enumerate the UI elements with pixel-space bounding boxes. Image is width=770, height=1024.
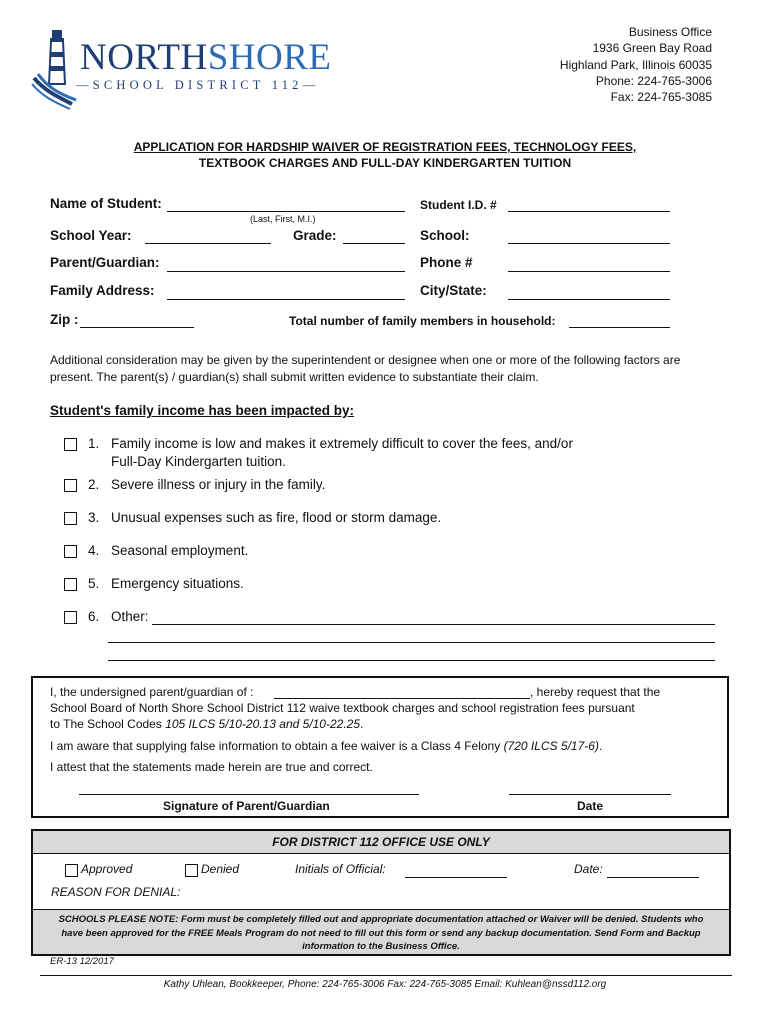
paragraph-line-2: present. The parent(s) / guardian(s) shall submit written evidence to substantiate their claim. [50,369,539,384]
initials-label: Initials of Official: [295,862,386,876]
form-code: ER-13 12/2017 [50,956,114,967]
grade-label: Grade: [293,228,337,243]
paragraph-line-1: Additional consideration may be given by the superintendent or designee when one or more of the following factors are [50,353,681,367]
family-address-label: Family Address: [50,283,155,298]
household-members-field[interactable] [569,327,670,328]
factor-1-number: 1. [88,436,100,451]
factor-6-text: Other: [111,609,149,624]
factor-5-number: 5. [88,576,100,591]
other-line-3[interactable] [108,660,715,661]
street-address: 1936 Green Bay Road [592,41,712,56]
phone-label: Phone # [420,255,473,270]
factor-2-number: 2. [88,477,100,492]
declaration-line-3: to The School Codes 105 ILCS 5/10-20.13 and 5/10-22.25. [50,717,364,731]
note-line-2: have been approved for the FREE Meals Program do not need to fill out this form or send any backup documentation. Send Form and Backup [61,927,701,939]
zip-label: Zip : [50,312,79,327]
office-use-heading: FOR DISTRICT 112 OFFICE USE ONLY [33,831,729,854]
business-office-address [560,24,712,105]
factor-4-number: 4. [88,543,100,558]
declaration-line-5: I attest that the statements made herein are true and correct. [50,760,373,774]
note-line-3: information to the Business Office. [302,941,460,952]
denial-reason-label: REASON FOR DENIAL: [51,885,181,899]
school-year-label: School Year: [50,228,132,243]
approved-checkbox[interactable] [65,864,78,877]
schools-note [33,909,729,954]
factor-5-text: Emergency situations. [111,576,244,591]
child-name-field[interactable] [274,698,530,699]
factor-6-number: 6. [88,609,100,624]
lighthouse-icon [30,26,78,110]
student-id-field[interactable] [508,211,670,212]
other-line-2[interactable] [108,642,715,643]
factor-3-number: 3. [88,510,100,525]
factor-6-checkbox[interactable] [64,611,77,624]
student-name-hint: (Last, First, M.I.) [250,214,316,224]
declaration-line-1b: , hereby request that the [530,685,661,699]
initials-field[interactable] [405,877,507,878]
form-title [0,140,770,171]
office-fax: Fax: 224-765-3085 [610,90,712,105]
parent-guardian-field[interactable] [167,271,405,272]
factor-4-checkbox[interactable] [64,545,77,558]
household-members-label: Total number of family members in household: [289,314,556,328]
title-line-2: TEXTBOOK CHARGES AND FULL-DAY KINDERGARTEN TUITION [198,155,572,170]
other-line-1[interactable] [152,624,715,625]
signature-label: Signature of Parent/Guardian [163,799,330,813]
footer-divider [40,975,732,976]
city-address: Highland Park, Illinois 60035 [559,57,712,72]
office-phone: Phone: 224-765-3006 [595,73,712,88]
office-date-field[interactable] [607,877,699,878]
factor-2-text: Severe illness or injury in the family. [111,477,326,492]
signature-field[interactable] [79,794,419,795]
district-logo [30,26,340,110]
office-use-box [31,829,731,956]
factor-3-checkbox[interactable] [64,512,77,525]
factor-4-text: Seasonal employment. [111,543,249,558]
factor-5-checkbox[interactable] [64,578,77,591]
consideration-paragraph [50,352,730,385]
declaration-line-1a: I, the undersigned parent/guardian of : [50,685,254,699]
factor-1-text: Family income is low and makes it extremely difficult to cover the fees, and/or [111,436,573,451]
parent-declaration-box [31,676,729,818]
denied-checkbox[interactable] [185,864,198,877]
school-field[interactable] [508,243,670,244]
office-name: Business Office [628,25,712,39]
declaration-line-2: School Board of North Shore School District 112 waive textbook charges and school registration fees pursuant [50,701,635,715]
income-impact-heading: Student's family income has been impacted by: [50,403,355,418]
approved-label: Approved [81,862,133,876]
logo-wordmark: NORTHSHORE [80,37,332,78]
parent-guardian-label: Parent/Guardian: [50,255,160,270]
factor-1-checkbox[interactable] [64,438,77,451]
signature-date-label: Date [577,799,604,813]
student-name-label: Name of Student: [50,196,162,211]
factor-2-checkbox[interactable] [64,479,77,492]
note-line-1: SCHOOLS PLEASE NOTE: Form must be completely filled out and appropriate documentation attached or Waiver will be denied. Students who [58,914,704,925]
signature-date-field[interactable] [509,794,671,795]
student-name-field[interactable] [167,211,405,212]
grade-field[interactable] [343,243,405,244]
title-line-1: APPLICATION FOR HARDSHIP WAIVER OF REGISTRATION FEES, TECHNOLOGY FEES, [133,140,637,154]
student-id-label: Student I.D. # [420,198,497,212]
factor-3-text: Unusual expenses such as fire, flood or storm damage. [111,510,442,525]
office-date-label: Date: [574,862,603,876]
zip-field[interactable] [80,327,194,328]
footer-contact: Kathy Uhlean, Bookkeeper, Phone: 224-765-3006 Fax: 224-765-3085 Email: Kuhlean@nssd112.org [163,979,607,990]
phone-field[interactable] [508,271,670,272]
factor-1-text-continued: Full-Day Kindergarten tuition. [111,454,286,469]
logo-subtitle: —SCHOOL DISTRICT 112— [76,78,320,92]
city-state-field[interactable] [508,299,670,300]
school-label: School: [420,228,470,243]
city-state-label: City/State: [420,283,487,298]
declaration-line-4: I am aware that supplying false information to obtain a fee waiver is a Class 4 Felony (720 ILCS 5/17-6). [50,739,603,753]
school-year-field[interactable] [145,243,271,244]
denied-label: Denied [201,862,240,876]
family-address-field[interactable] [167,299,405,300]
